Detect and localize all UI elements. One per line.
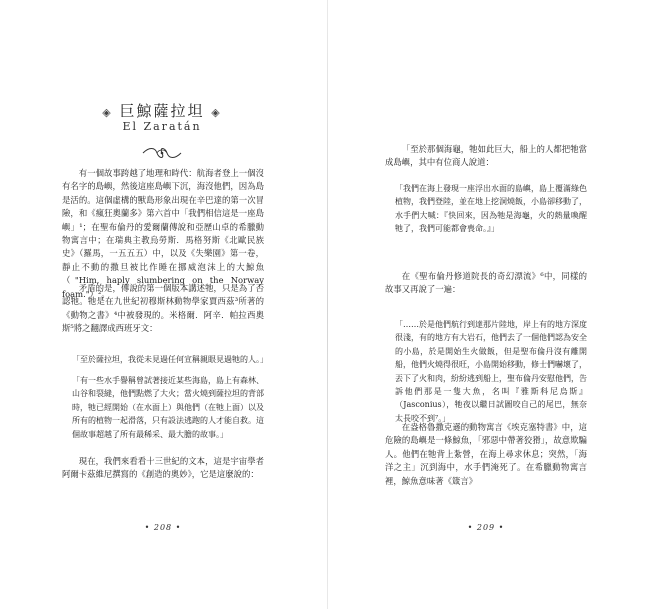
quote-2: 「……於是他們航行到達那片陸地，岸上有的地方深度很淺，有的地方有大岩石，他們去了一個他們認為安全的小島，於是開始生火做飯，但是聖布倫丹沒有離開船，他們火燒得很旺，小島開始移動，修士們嚇壞了，丟下了火和肉，紛紛逃到船上，聖布倫丹安慰他們，告訴他們那是一隻大魚，名叫『雅斯科尼烏斯』（Jasconius），牠夜以繼日試圖咬自己的尾巴，無奈太長咬不到⁷。」	[395, 320, 587, 423]
paragraph-3: 現在，我們來看看十三世紀的文本，這是宇宙學者阿爾卡茲維尼撰寫的《創造的奧妙》，它是這麼說的：	[62, 456, 264, 480]
chapter-title	[97, 100, 227, 121]
chapter-subtitle: El Zaratán	[122, 120, 202, 133]
paragraph-2: 在《聖布倫丹修道院長的奇幻漂流》⁶中，同樣的故事又再說了一遍：	[385, 271, 587, 295]
paragraph-2: 矛盾的是，傳說的第一個版本講述牠，只是為了否認牠。牠是在九世紀初穆斯林動物學家賈西茲³所著的《動物之書》⁴中被發現的。米格爾．阿辛．帕拉西奧斯⁵將之翻譯成西班牙文：	[62, 283, 264, 334]
paragraph-1: 有一個故事跨越了地理和時代：航海者登上一個沒有名字的島嶼，然後這座島嶼下沉，海沒他們，因為島是活的。這個虛構的獸島形象出現在辛巴達的第一次冒險，和《瘋狂奧蘭多》第六首中「我們相信這是一座島嶼」¹；在聖布倫丹的愛爾蘭傳說和亞歷山卓的希臘動物寓言中；在瑞典主教烏勞斯．馬格努斯《北歐民族史》（羅馬，一五五五）中，以及《失樂園》第一卷，靜止不動的撒旦被比作睡在挪威泡沫上的大鯨魚（"Him, haply slumbering on the Norway foam."）²。	[62, 168, 264, 299]
title-ornament-right-icon: ◈	[211, 106, 222, 119]
flourish-ornament-icon	[141, 146, 183, 160]
page-number: • 209 •	[467, 523, 505, 532]
left-page	[0, 0, 327, 609]
quote-1: 「至於薩拉坦，我從未見過任何宣稱親眼見過牠的人。」	[72, 355, 268, 364]
chapter-title-text: 巨鯨薩拉坦	[119, 102, 205, 120]
paragraph-1: 「至於那個海龜，牠如此巨大，船上的人都把牠當成島嶼，其中有位商人說道：	[385, 144, 587, 168]
page-number: • 208 •	[144, 523, 182, 532]
quote-2: 「有一些水手譽稱曾試著接近某些海島，島上有森林、山谷和裂縫，他們點燃了大火；當火燒到薩拉坦的背部時，牠已經開始（在水面上）與他們（在牠上面）以及所有的植物一起滑落，只有設法逃跑的人才能自救。這個故事超越了所有最稀采、最大膽的故事。」	[72, 376, 264, 439]
right-page	[328, 0, 655, 609]
paragraph-3: 在盎格魯撒克遜的動物寓言《埃克塞特書》中，這危險的島嶼是一條鯨魚，「邪惡中帶著狡猾」，故意欺騙人。他們在牠背上紮營，在海上尋求休息；突然，「海洋之主」沉到海中，水手們淹死了。在希臘動物寓言裡，鯨魚意味著《箴言》	[385, 422, 587, 486]
quote-1: 「我們在海上發現一座浮出水面的島嶼，島上覆滿綠色植物，我們登陸，並在地上挖洞燒飯，小島卻移動了，水手們大喊：『快回來，因為牠是海龜，火的熱量喚醒牠了，我們可能都會喪命。』」	[395, 184, 587, 234]
title-ornament-left-icon: ◈	[102, 106, 113, 119]
